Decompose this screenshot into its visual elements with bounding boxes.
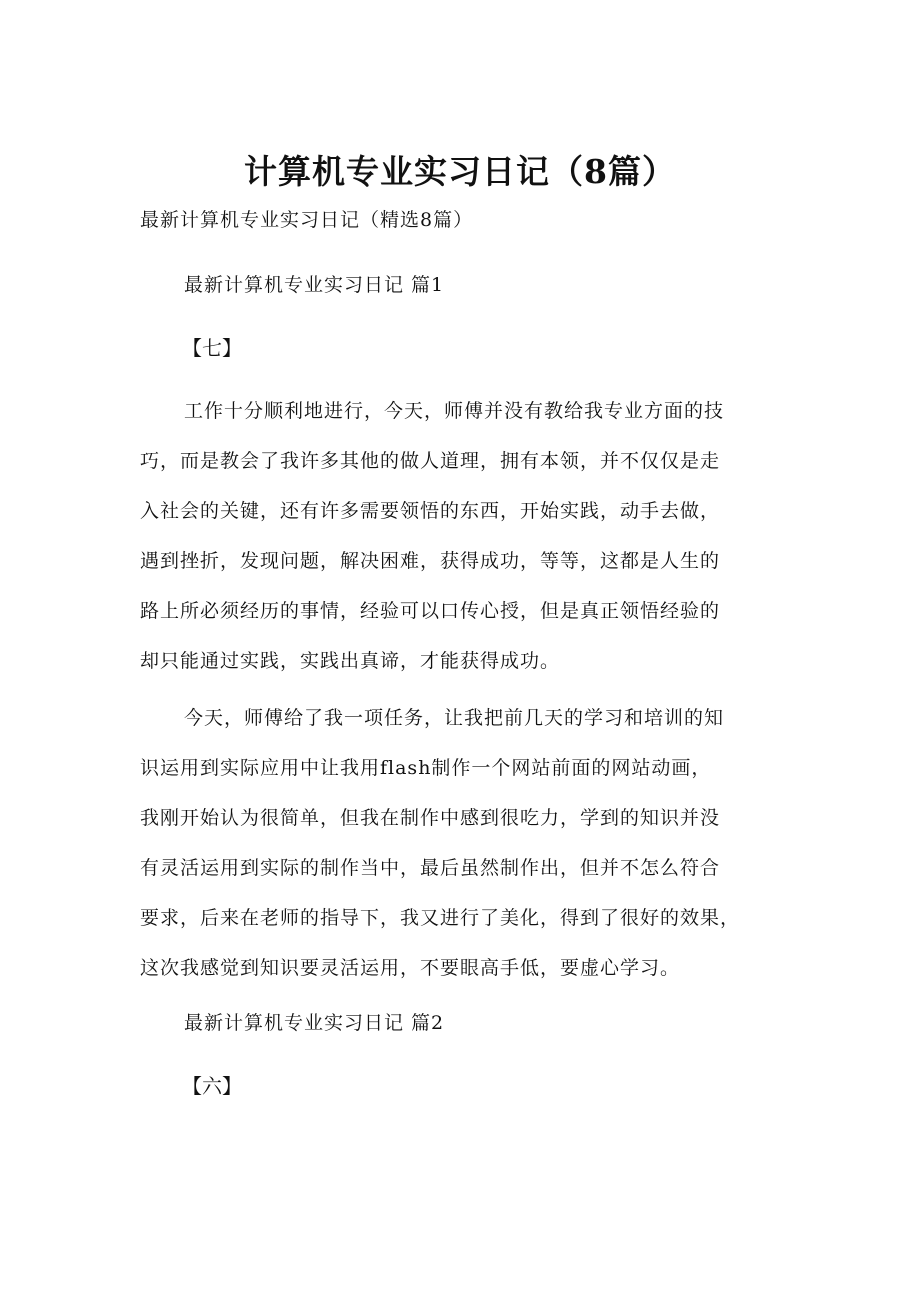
paragraph-line: 遇到挫折，发现问题，解决困难，获得成功，等等，这都是人生的 [140, 550, 721, 572]
section-heading-1: 最新计算机专业实习日记 篇1 [184, 274, 445, 296]
section-marker-2: 【六】 [182, 1074, 242, 1098]
paragraph-line: 我刚开始认为很简单，但我在制作中感到很吃力，学到的知识并没 [140, 807, 721, 829]
paragraph-line: 识运用到实际应用中让我用flash制作一个网站前面的网站动画， [140, 757, 712, 779]
paragraph-2 [140, 693, 810, 993]
section-heading-2: 最新计算机专业实习日记 篇2 [184, 1012, 445, 1034]
paragraph-line: 巧，而是教会了我许多其他的做人道理，拥有本领，并不仅仅是走 [140, 450, 721, 472]
paragraph-line: 路上所必须经历的事情，经验可以口传心授，但是真正领悟经验的 [140, 600, 721, 622]
paragraph-line: 却只能通过实践，实践出真谛，才能获得成功。 [140, 650, 561, 672]
paragraph-line: 今天，师傅给了我一项任务，让我把前几天的学习和培训的知 [184, 707, 725, 729]
paragraph-line: 有灵活运用到实际的制作当中，最后虽然制作出，但并不怎么符合 [140, 857, 721, 879]
paragraph-line: 工作十分顺利地进行，今天，师傅并没有教给我专业方面的技 [184, 400, 725, 422]
paragraph-line: 入社会的关键，还有许多需要领悟的东西，开始实践，动手去做， [140, 500, 721, 522]
paragraph-1 [140, 386, 810, 686]
paragraph-line: 要求，后来在老师的指导下，我又进行了美化，得到了很好的效果， [140, 907, 741, 929]
document-title: 计算机专业实习日记（8篇） [244, 152, 676, 191]
document-subtitle: 最新计算机专业实习日记（精选8篇） [140, 209, 474, 231]
paragraph-line: 这次我感觉到知识要灵活运用，不要眼高手低，要虚心学习。 [140, 957, 681, 979]
section-marker-1: 【七】 [182, 336, 242, 360]
